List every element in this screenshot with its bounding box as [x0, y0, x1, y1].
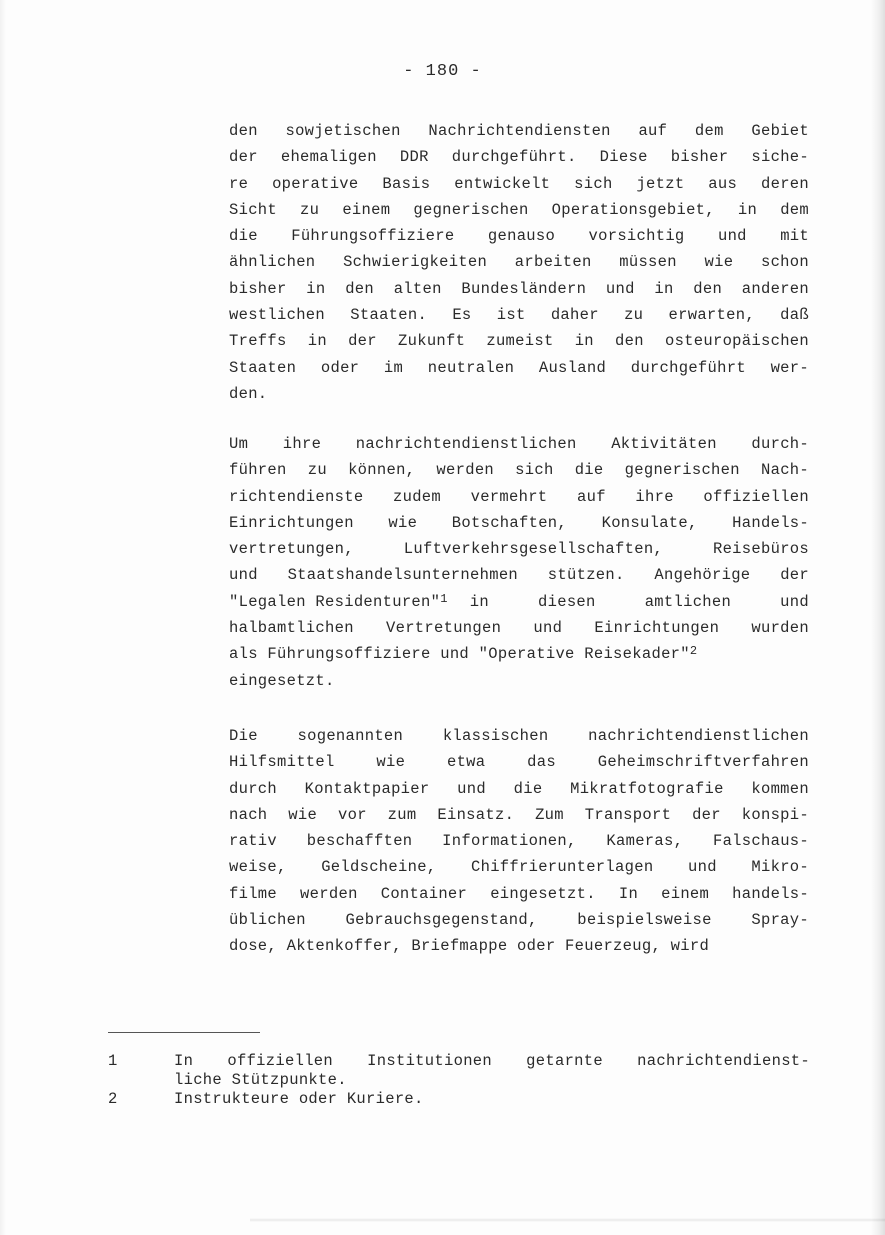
text-line: halbamtlichen Vertretungen und Einrichtungen wurden	[229, 619, 809, 638]
text-line: weise, Geldscheine, Chiffrierunterlagen und Mikro-	[229, 858, 809, 877]
text-line: In offiziellen Institutionen getarnte nachrichtendienst-	[174, 1052, 810, 1070]
paragraph-3	[229, 723, 809, 960]
paragraph-1	[229, 118, 809, 407]
text-line: rativ beschafften Informationen, Kameras, Falschaus-	[229, 832, 809, 851]
footnote-1	[108, 1052, 808, 1092]
text-line: Die sogenannten klassischen nachrichtendienstlichen	[229, 727, 809, 745]
text-line: liche Stützpunkte.	[174, 1071, 347, 1089]
text-line-with-footnote-2	[229, 641, 809, 667]
text-line: dose, Aktenkoffer, Briefmappe oder Feuerzeug, wird	[229, 937, 710, 956]
text-fragment-a: "Legalen Residenturen"	[229, 592, 441, 611]
text-line: re operative Basis entwickelt sich jetzt aus deren	[229, 174, 809, 193]
text-line: bisher in den alten Bundesländern und in den anderen	[229, 279, 809, 298]
footnote-mark: 2	[108, 1090, 118, 1108]
footnote-separator	[108, 1032, 260, 1033]
footnote-mark: 1	[108, 1052, 118, 1070]
scan-edge-left	[0, 0, 6, 1235]
text-line: üblichen Gebrauchsgegenstand, beispielsweise Spray-	[229, 911, 809, 930]
footnote-text	[174, 1052, 810, 1090]
text-line: nach wie vor zum Einsatz. Zum Transport der konspi-	[229, 805, 809, 824]
text-line: Um ihre nachrichtendienstlichen Aktivitäten durch-	[229, 435, 809, 453]
paragraph-2	[229, 431, 809, 694]
text-line: durch Kontaktpapier und die Mikratfotografie kommen	[229, 779, 809, 798]
text-line: führen zu können, werden sich die gegnerischen Nach-	[229, 461, 809, 480]
text-line: Sicht zu einem gegnerischen Operationsgebiet, in dem	[229, 200, 809, 219]
footnote-ref-2[interactable]: 2	[689, 644, 698, 659]
footnote-ref-1[interactable]: 1	[440, 591, 448, 606]
text-line: Instrukteure oder Kuriere.	[174, 1090, 424, 1108]
text-line: ähnlichen Schwierigkeiten arbeiten müssen wie schon	[229, 253, 809, 272]
text-fragment	[229, 589, 448, 615]
text-line: westlichen Staaten. Es ist daher zu erwarten, daß	[229, 306, 809, 325]
text-line: Einrichtungen wie Botschaften, Konsulate, Handels-	[229, 513, 809, 532]
text-line: Hilfsmittel wie etwa das Geheimschriftverfahren	[229, 753, 809, 772]
text-fragment-b: in diesen amtlichen und	[469, 592, 809, 611]
text-line: die Führungsoffiziere genauso vorsichtig und mit	[229, 227, 809, 246]
scan-edge-right	[871, 0, 885, 1235]
page-number: - 180 -	[403, 62, 482, 81]
footnote-2	[108, 1090, 808, 1110]
text-line: eingesetzt.	[229, 671, 335, 690]
text-fragment: als Führungsoffiziere und "Operative Reisekader"	[229, 645, 690, 664]
text-line: und Staatshandelsunternehmen stützen. Angehörige der	[229, 566, 809, 585]
text-line: den.	[229, 384, 268, 403]
text-line: filme werden Container eingesetzt. In einem handels-	[229, 884, 809, 903]
text-line: Staaten oder im neutralen Ausland durchgeführt wer-	[229, 358, 809, 377]
text-line: Treffs in der Zukunft zumeist in den osteuropäischen	[229, 332, 809, 351]
text-line: vertretungen, Luftverkehrsgesellschaften, Reisebüros	[229, 540, 809, 559]
text-line: richtendienste zudem vermehrt auf ihre offiziellen	[229, 487, 809, 506]
text-line: der ehemaligen DDR durchgeführt. Diese bisher siche-	[229, 148, 809, 167]
scan-shadow-bottom	[250, 1218, 885, 1222]
footnote-text	[174, 1090, 810, 1109]
text-line-with-footnote-1	[229, 589, 809, 615]
text-line: den sowjetischen Nachrichtendiensten auf dem Gebiet	[229, 122, 809, 140]
